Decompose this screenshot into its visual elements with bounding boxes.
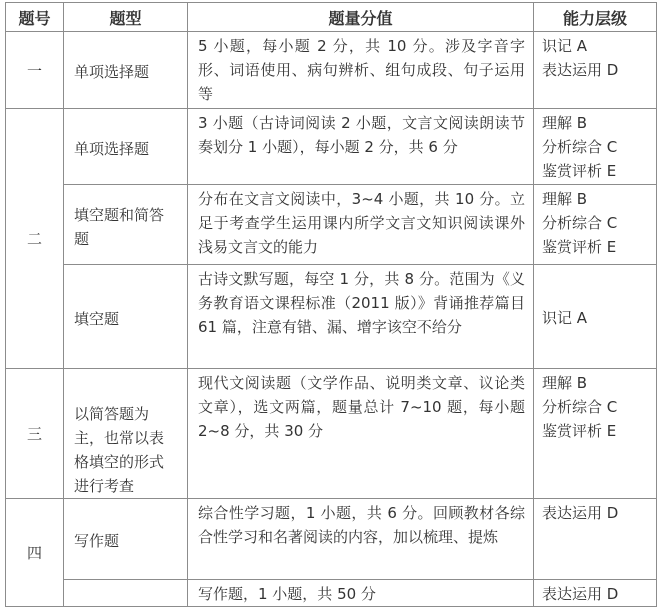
level-item: 表达运用 D [542,61,619,79]
question-number: 四 [6,499,64,607]
table-row [6,265,657,369]
header-type: 题型 [64,3,188,32]
question-number: 三 [6,369,64,499]
empty-type-cell [64,580,188,607]
level-item: 理解 B [542,114,588,132]
score-content: 分布在文言文阅读中，3~4 小题，共 10 分。立足于考查学生运用课内所学文言文知识阅读课外浅易文言文的能力 [188,185,534,265]
question-type: 单项选择题 [64,32,188,109]
level-item: 表达运用 D [542,585,619,603]
exam-structure-table [5,2,657,607]
level-item: 识记 A [542,308,588,327]
header-content: 题量分值 [188,3,534,32]
ability-level [534,265,657,369]
level-item: 鉴赏评析 E [542,422,617,440]
table-row [6,109,657,185]
table-row [6,185,657,265]
header-level: 能力层级 [534,3,657,32]
ability-level [534,369,657,499]
ability-level [534,499,657,580]
level-item: 鉴赏评析 E [542,238,617,256]
level-item: 识记 A [542,37,588,55]
header-number: 题号 [6,3,64,32]
score-content: 综合性学习题，1 小题，共 6 分。回顾教材各综合性学习和名著阅读的内容，加以梳理、提炼 [188,499,534,580]
ability-level [534,32,657,109]
question-type: 单项选择题 [64,109,188,185]
question-type: 填空题和简答题 [64,185,188,265]
level-item: 分析综合 C [542,398,618,416]
question-type: 以简答题为主，也常以表格填空的形式进行考查 [64,369,188,499]
level-item: 理解 B [542,374,588,392]
header-row [6,3,657,32]
question-type: 填空题 [64,265,188,369]
level-item: 表达运用 D [542,504,619,522]
question-number: 一 [6,32,64,109]
level-item: 分析综合 C [542,138,618,156]
score-content: 古诗文默写题，每空 1 分，共 8 分。范围为《义务教育语文课程标准（2011 版）》背诵推荐篇目 61 篇，注意有错、漏、增字该空不给分 [188,265,534,369]
table-row [6,580,657,607]
score-content: 5 小题，每小题 2 分，共 10 分。涉及字音字形、词语使用、病句辨析、组句成段、句子运用等 [188,32,534,109]
table-row [6,499,657,580]
ability-level [534,580,657,607]
level-item: 理解 B [542,190,588,208]
question-number: 二 [6,109,64,369]
score-content: 现代文阅读题（文学作品、说明类文章、议论类文章），选文两篇，题量总计 7~10 题，每小题 2~8 分，共 30 分 [188,369,534,499]
ability-level [534,109,657,185]
ability-level [534,185,657,265]
table-row [6,369,657,499]
level-item: 鉴赏评析 E [542,162,617,180]
score-content: 3 小题（古诗词阅读 2 小题，文言文阅读朗读节奏划分 1 小题），每小题 2 分，共 6 分 [188,109,534,185]
question-type: 写作题 [64,499,188,580]
level-item: 分析综合 C [542,214,618,232]
score-content: 写作题，1 小题，共 50 分 [188,580,534,607]
table-row [6,32,657,109]
